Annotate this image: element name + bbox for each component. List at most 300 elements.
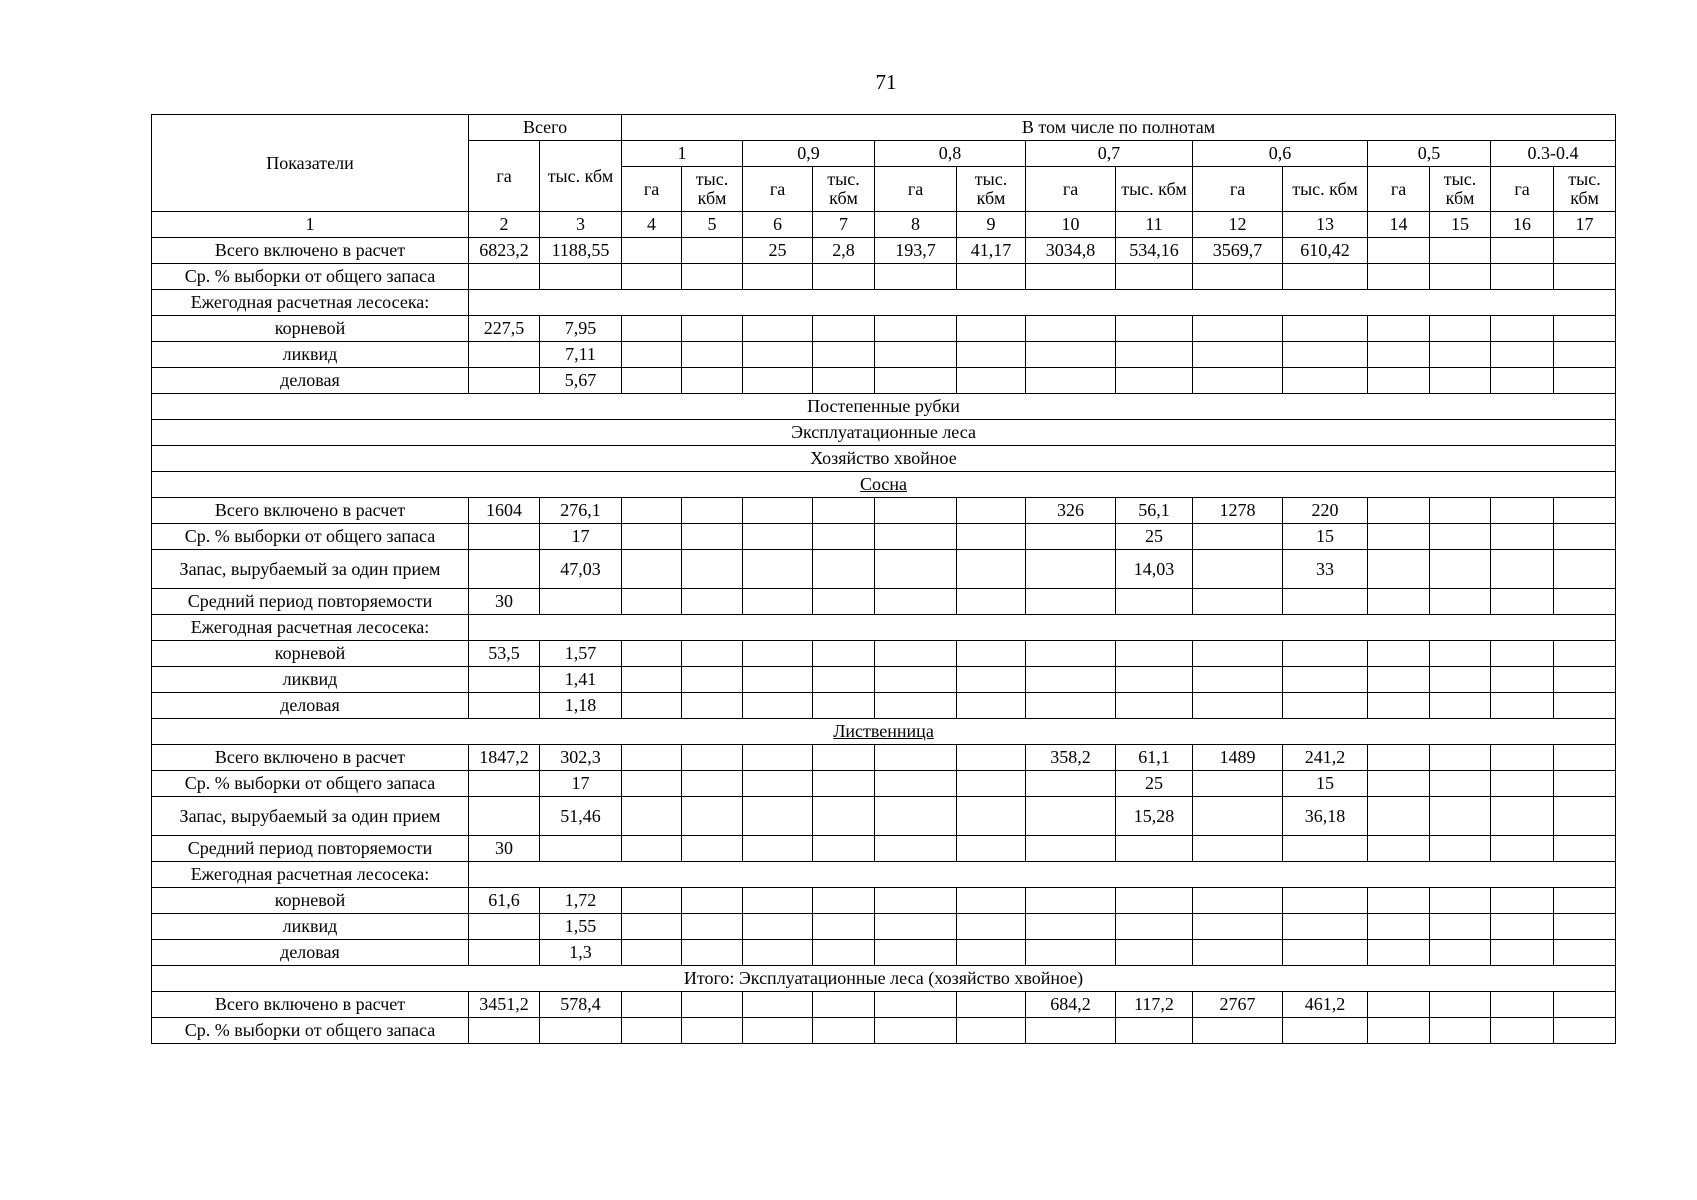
table-cell bbox=[1554, 524, 1616, 550]
table-cell: 5,67 bbox=[540, 368, 622, 394]
table-cell bbox=[1283, 888, 1368, 914]
table-cell bbox=[813, 641, 875, 667]
table-cell: 15 bbox=[1283, 771, 1368, 797]
table-cell bbox=[1283, 368, 1368, 394]
table-row bbox=[152, 771, 1616, 797]
table-cell bbox=[875, 368, 957, 394]
table-cell: 30 bbox=[469, 589, 540, 615]
table-cell bbox=[743, 641, 813, 667]
table-cell bbox=[813, 797, 875, 836]
section-heading bbox=[152, 719, 1616, 745]
table-cell: 1,55 bbox=[540, 914, 622, 940]
table-cell: 227,5 bbox=[469, 316, 540, 342]
table-cell: 2,8 bbox=[813, 238, 875, 264]
table-cell bbox=[813, 316, 875, 342]
section-heading-text: Постепенные рубки bbox=[807, 396, 960, 416]
table-cell bbox=[622, 940, 682, 966]
table-cell bbox=[1430, 667, 1491, 693]
table-cell bbox=[1368, 797, 1430, 836]
table-cell bbox=[1116, 316, 1193, 342]
table-cell bbox=[469, 771, 540, 797]
table-cell bbox=[813, 836, 875, 862]
table-cell bbox=[1554, 745, 1616, 771]
table-cell bbox=[682, 589, 743, 615]
table-cell bbox=[743, 264, 813, 290]
column-number: 9 bbox=[957, 212, 1026, 238]
table-cell bbox=[682, 1018, 743, 1044]
header-density-09: 0,9 bbox=[743, 141, 875, 167]
table-cell bbox=[1026, 693, 1116, 719]
table-cell bbox=[875, 888, 957, 914]
table-cell bbox=[1368, 693, 1430, 719]
table-cell bbox=[957, 264, 1026, 290]
table-cell bbox=[957, 498, 1026, 524]
table-cell bbox=[1491, 771, 1554, 797]
table-cell bbox=[1283, 316, 1368, 342]
table-cell: 14,03 bbox=[1116, 550, 1193, 589]
table-cell bbox=[1116, 342, 1193, 368]
column-number: 15 bbox=[1430, 212, 1491, 238]
table-cell bbox=[622, 316, 682, 342]
table-cell bbox=[1491, 888, 1554, 914]
row-label: Ср. % выборки от общего запаса bbox=[152, 524, 469, 550]
table-cell: 1,3 bbox=[540, 940, 622, 966]
table-cell: 3034,8 bbox=[1026, 238, 1116, 264]
table-cell bbox=[622, 836, 682, 862]
table-cell bbox=[1026, 342, 1116, 368]
section-heading-row bbox=[152, 446, 1616, 472]
table-cell bbox=[1430, 641, 1491, 667]
table-cell bbox=[875, 797, 957, 836]
table-cell bbox=[1116, 914, 1193, 940]
column-number: 13 bbox=[1283, 212, 1368, 238]
table-cell bbox=[875, 316, 957, 342]
table-cell bbox=[875, 550, 957, 589]
table-cell bbox=[1491, 264, 1554, 290]
table-cell bbox=[875, 693, 957, 719]
table-cell bbox=[469, 914, 540, 940]
table-cell bbox=[1430, 498, 1491, 524]
table-cell bbox=[1430, 1018, 1491, 1044]
table-cell bbox=[622, 342, 682, 368]
table-cell: 33 bbox=[1283, 550, 1368, 589]
table-cell bbox=[743, 550, 813, 589]
table-cell bbox=[1430, 745, 1491, 771]
section-heading bbox=[152, 394, 1616, 420]
table-cell bbox=[1491, 667, 1554, 693]
table-cell bbox=[469, 667, 540, 693]
column-number: 2 bbox=[469, 212, 540, 238]
table-cell bbox=[1554, 836, 1616, 862]
table-cell bbox=[1491, 641, 1554, 667]
table-cell bbox=[1283, 836, 1368, 862]
row-label: ликвид bbox=[152, 342, 469, 368]
table-cell bbox=[1116, 888, 1193, 914]
table-cell bbox=[469, 940, 540, 966]
table-cell bbox=[1430, 888, 1491, 914]
header-indicators: Показатели bbox=[152, 115, 469, 212]
page-number: 71 bbox=[875, 70, 897, 94]
row-label: Всего включено в расчет bbox=[152, 745, 469, 771]
table-cell bbox=[1283, 940, 1368, 966]
header-total: Всего bbox=[469, 115, 622, 141]
table-cell bbox=[1554, 940, 1616, 966]
table-cell: 578,4 bbox=[540, 992, 622, 1018]
table-cell bbox=[1283, 641, 1368, 667]
table-cell bbox=[875, 264, 957, 290]
row-label: Ср. % выборки от общего запаса bbox=[152, 771, 469, 797]
table-cell bbox=[1116, 836, 1193, 862]
table-cell bbox=[1283, 589, 1368, 615]
table-cell bbox=[1554, 641, 1616, 667]
table-cell bbox=[1026, 316, 1116, 342]
table-cell bbox=[1368, 589, 1430, 615]
table-cell bbox=[813, 745, 875, 771]
table-cell bbox=[1193, 368, 1283, 394]
table-cell bbox=[1430, 524, 1491, 550]
table-row bbox=[152, 238, 1616, 264]
table-cell bbox=[1368, 316, 1430, 342]
unit-ha: га bbox=[1193, 167, 1283, 212]
unit-ha: га bbox=[875, 167, 957, 212]
table-cell bbox=[813, 771, 875, 797]
table-cell bbox=[1283, 342, 1368, 368]
table-cell bbox=[469, 797, 540, 836]
column-number: 3 bbox=[540, 212, 622, 238]
row-label: ликвид bbox=[152, 667, 469, 693]
table-cell bbox=[1430, 589, 1491, 615]
table-cell bbox=[1116, 693, 1193, 719]
table-cell bbox=[957, 550, 1026, 589]
table-header bbox=[152, 115, 1616, 238]
table-cell bbox=[957, 589, 1026, 615]
row-label: ликвид bbox=[152, 914, 469, 940]
table-cell bbox=[1368, 888, 1430, 914]
table-cell bbox=[1026, 589, 1116, 615]
unit-vol: тыс. кбм bbox=[1283, 167, 1368, 212]
table-cell bbox=[1554, 316, 1616, 342]
table-cell bbox=[682, 368, 743, 394]
table-cell bbox=[1026, 940, 1116, 966]
table-cell bbox=[1554, 342, 1616, 368]
table-cell bbox=[743, 992, 813, 1018]
table-cell bbox=[540, 1018, 622, 1044]
header-density-06: 0,6 bbox=[1193, 141, 1368, 167]
table-cell bbox=[682, 693, 743, 719]
table-cell bbox=[1193, 264, 1283, 290]
table-cell bbox=[1430, 836, 1491, 862]
table-row bbox=[152, 550, 1616, 589]
row-label: Запас, вырубаемый за один прием bbox=[152, 550, 469, 589]
section-heading bbox=[152, 446, 1616, 472]
table-cell: 1847,2 bbox=[469, 745, 540, 771]
table-cell bbox=[743, 888, 813, 914]
table-row bbox=[152, 888, 1616, 914]
table-cell bbox=[1193, 589, 1283, 615]
table-cell bbox=[957, 524, 1026, 550]
table-row bbox=[152, 589, 1616, 615]
table-cell bbox=[682, 797, 743, 836]
table-cell bbox=[1193, 888, 1283, 914]
table-cell bbox=[957, 316, 1026, 342]
table-row bbox=[152, 524, 1616, 550]
table-cell bbox=[1116, 589, 1193, 615]
table-cell bbox=[1491, 940, 1554, 966]
table-cell: 220 bbox=[1283, 498, 1368, 524]
header-total-vol: тыс. кбм bbox=[540, 141, 622, 212]
table-cell bbox=[1554, 693, 1616, 719]
column-number: 12 bbox=[1193, 212, 1283, 238]
row-label: Ежегодная расчетная лесосека: bbox=[152, 290, 469, 316]
table-cell: 61,1 bbox=[1116, 745, 1193, 771]
table-cell bbox=[1116, 368, 1193, 394]
table-cell bbox=[469, 1018, 540, 1044]
table-cell bbox=[1554, 550, 1616, 589]
table-cell: 53,5 bbox=[469, 641, 540, 667]
row-label: Запас, вырубаемый за один прием bbox=[152, 797, 469, 836]
table-cell bbox=[1430, 316, 1491, 342]
table-cell bbox=[743, 316, 813, 342]
table-cell bbox=[622, 693, 682, 719]
table-cell: 326 bbox=[1026, 498, 1116, 524]
table-cell bbox=[1193, 667, 1283, 693]
empty-span-cell bbox=[469, 862, 1616, 888]
table-cell: 610,42 bbox=[1283, 238, 1368, 264]
table-cell bbox=[875, 342, 957, 368]
table-cell bbox=[1193, 550, 1283, 589]
table-cell: 1,18 bbox=[540, 693, 622, 719]
table-cell bbox=[622, 667, 682, 693]
section-heading bbox=[152, 966, 1616, 992]
row-label: Всего включено в расчет bbox=[152, 992, 469, 1018]
table-cell bbox=[1554, 498, 1616, 524]
table-cell bbox=[682, 940, 743, 966]
table-cell bbox=[540, 264, 622, 290]
table-cell: 3451,2 bbox=[469, 992, 540, 1018]
table-cell bbox=[1430, 914, 1491, 940]
table-cell bbox=[1430, 940, 1491, 966]
unit-ha: га bbox=[622, 167, 682, 212]
column-number: 1 bbox=[152, 212, 469, 238]
table-cell bbox=[1554, 238, 1616, 264]
table-cell bbox=[875, 667, 957, 693]
table-cell bbox=[682, 342, 743, 368]
table-cell bbox=[957, 368, 1026, 394]
table-cell bbox=[813, 992, 875, 1018]
table-cell bbox=[1368, 498, 1430, 524]
row-label: Ежегодная расчетная лесосека: bbox=[152, 615, 469, 641]
table-cell bbox=[1368, 368, 1430, 394]
table-cell bbox=[1430, 797, 1491, 836]
table-cell bbox=[682, 264, 743, 290]
section-heading-text: Сосна bbox=[859, 474, 908, 494]
table-cell bbox=[1368, 745, 1430, 771]
table-cell bbox=[1368, 524, 1430, 550]
table-cell bbox=[743, 342, 813, 368]
table-cell bbox=[813, 498, 875, 524]
table-cell bbox=[1368, 641, 1430, 667]
table-cell bbox=[469, 693, 540, 719]
table-cell bbox=[1491, 693, 1554, 719]
table-cell bbox=[1368, 992, 1430, 1018]
table-cell bbox=[1193, 771, 1283, 797]
row-label: Всего включено в расчет bbox=[152, 238, 469, 264]
table-cell bbox=[1026, 368, 1116, 394]
table-cell bbox=[743, 498, 813, 524]
table-cell: 41,17 bbox=[957, 238, 1026, 264]
table-cell: 276,1 bbox=[540, 498, 622, 524]
header-density-03-04: 0.3-0.4 bbox=[1491, 141, 1616, 167]
table-cell bbox=[469, 264, 540, 290]
table-row bbox=[152, 836, 1616, 862]
row-label: Ср. % выборки от общего запаса bbox=[152, 1018, 469, 1044]
table-cell: 302,3 bbox=[540, 745, 622, 771]
table-cell bbox=[1554, 368, 1616, 394]
table-cell bbox=[1430, 693, 1491, 719]
table-cell bbox=[743, 797, 813, 836]
table-cell bbox=[875, 589, 957, 615]
table-cell bbox=[1430, 368, 1491, 394]
row-label: деловая bbox=[152, 368, 469, 394]
table-cell bbox=[1554, 797, 1616, 836]
table-cell bbox=[1491, 342, 1554, 368]
unit-vol: тыс. кбм bbox=[682, 167, 743, 212]
table-cell: 1,41 bbox=[540, 667, 622, 693]
table-cell bbox=[1368, 238, 1430, 264]
table-cell bbox=[1193, 940, 1283, 966]
table-cell: 36,18 bbox=[1283, 797, 1368, 836]
section-heading-text: Эксплуатационные леса bbox=[791, 422, 976, 442]
table-cell bbox=[1368, 836, 1430, 862]
table-cell: 461,2 bbox=[1283, 992, 1368, 1018]
table-cell bbox=[743, 940, 813, 966]
table-cell bbox=[813, 550, 875, 589]
table-cell bbox=[957, 836, 1026, 862]
table-cell bbox=[622, 888, 682, 914]
table-cell bbox=[743, 524, 813, 550]
table-cell bbox=[1193, 641, 1283, 667]
table-cell: 358,2 bbox=[1026, 745, 1116, 771]
table-cell bbox=[1491, 1018, 1554, 1044]
table-row bbox=[152, 797, 1616, 836]
forest-table bbox=[151, 114, 1616, 1044]
table-cell bbox=[682, 238, 743, 264]
column-number: 7 bbox=[813, 212, 875, 238]
table-cell bbox=[1026, 550, 1116, 589]
column-number: 16 bbox=[1491, 212, 1554, 238]
column-number: 14 bbox=[1368, 212, 1430, 238]
table-cell: 1604 bbox=[469, 498, 540, 524]
table-cell bbox=[875, 914, 957, 940]
column-number: 17 bbox=[1554, 212, 1616, 238]
table-cell bbox=[957, 940, 1026, 966]
header-by-density: В том числе по полнотам bbox=[622, 115, 1616, 141]
table-cell bbox=[1430, 992, 1491, 1018]
table-cell: 193,7 bbox=[875, 238, 957, 264]
table-cell bbox=[682, 524, 743, 550]
table-cell bbox=[875, 1018, 957, 1044]
unit-ha: га bbox=[1491, 167, 1554, 212]
table-row bbox=[152, 693, 1616, 719]
unit-ha: га bbox=[743, 167, 813, 212]
header-row-1 bbox=[152, 115, 1616, 141]
table-cell bbox=[1026, 797, 1116, 836]
table-cell bbox=[875, 992, 957, 1018]
unit-vol: тыс. кбм bbox=[1430, 167, 1491, 212]
table-cell bbox=[957, 667, 1026, 693]
unit-vol: тыс. кбм bbox=[1116, 167, 1193, 212]
table-cell bbox=[957, 641, 1026, 667]
table-cell bbox=[813, 940, 875, 966]
table-cell: 17 bbox=[540, 771, 622, 797]
table-cell bbox=[1368, 667, 1430, 693]
table-cell bbox=[1491, 745, 1554, 771]
table-cell: 1,72 bbox=[540, 888, 622, 914]
table-cell bbox=[813, 667, 875, 693]
table-row bbox=[152, 264, 1616, 290]
table-cell: 3569,7 bbox=[1193, 238, 1283, 264]
section-heading-text: Лиственница bbox=[833, 721, 934, 741]
table-cell: 25 bbox=[1116, 771, 1193, 797]
table-cell: 51,46 bbox=[540, 797, 622, 836]
table-cell bbox=[1368, 940, 1430, 966]
table-cell: 61,6 bbox=[469, 888, 540, 914]
table-cell bbox=[682, 316, 743, 342]
table-cell bbox=[1193, 914, 1283, 940]
table-cell bbox=[1283, 264, 1368, 290]
table-cell bbox=[1193, 1018, 1283, 1044]
table-cell bbox=[622, 641, 682, 667]
table-cell bbox=[1554, 771, 1616, 797]
table-cell: 241,2 bbox=[1283, 745, 1368, 771]
table-cell bbox=[813, 589, 875, 615]
table-cell bbox=[1283, 914, 1368, 940]
table-cell bbox=[875, 745, 957, 771]
table-cell bbox=[1116, 667, 1193, 693]
table-cell bbox=[469, 524, 540, 550]
section-heading-text: Итого: Эксплуатационные леса (хозяйство хвойное) bbox=[683, 968, 1084, 988]
table-cell bbox=[1283, 1018, 1368, 1044]
table-cell bbox=[1026, 524, 1116, 550]
section-heading bbox=[152, 420, 1616, 446]
table-cell bbox=[622, 771, 682, 797]
header-density-08: 0,8 bbox=[875, 141, 1026, 167]
table-cell bbox=[469, 342, 540, 368]
table-cell bbox=[622, 550, 682, 589]
section-heading-row bbox=[152, 719, 1616, 745]
empty-span-cell bbox=[469, 615, 1616, 641]
empty-span-cell bbox=[469, 290, 1616, 316]
table-cell bbox=[682, 992, 743, 1018]
table-cell bbox=[622, 589, 682, 615]
table-cell bbox=[1116, 940, 1193, 966]
table-cell: 117,2 bbox=[1116, 992, 1193, 1018]
row-label: корневой bbox=[152, 641, 469, 667]
table-cell bbox=[1430, 264, 1491, 290]
table-cell bbox=[1116, 264, 1193, 290]
table-row bbox=[152, 667, 1616, 693]
table-cell bbox=[1193, 316, 1283, 342]
row-label: корневой bbox=[152, 316, 469, 342]
table-cell bbox=[743, 1018, 813, 1044]
table-cell bbox=[1491, 550, 1554, 589]
section-heading-row bbox=[152, 420, 1616, 446]
table-cell bbox=[1193, 836, 1283, 862]
subheading-row bbox=[152, 290, 1616, 316]
table-cell: 17 bbox=[540, 524, 622, 550]
table-cell bbox=[743, 771, 813, 797]
table-cell bbox=[813, 264, 875, 290]
